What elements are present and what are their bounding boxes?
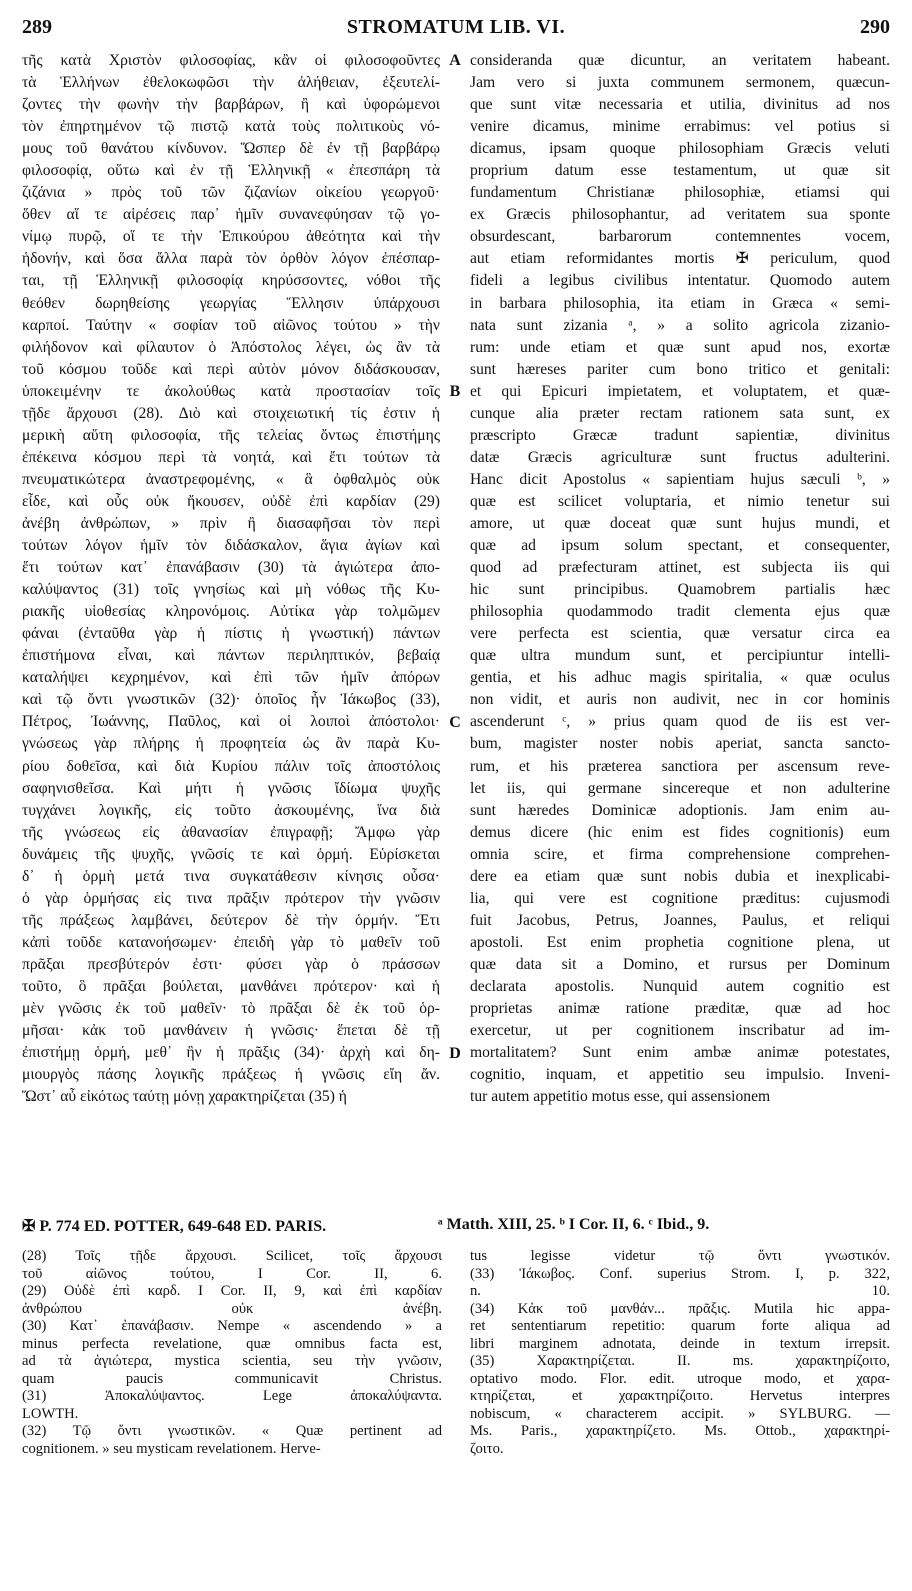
latin-text-line: quæ data sit a Domino, et rursus per Dominum [470,955,890,973]
latin-text-line: non vidit, et auris non audivit, nec in cor hominis [470,691,890,709]
greek-text-line: τοῦτο, ὃ πρᾶξαι βούλεται, μανθάνει πρότερον· καὶ ἡ [22,977,440,995]
greek-text-line: καταλήψει κεχρημένον, καὶ ἐπὶ τῶν ἡμῖν ἀπόρων [22,669,440,687]
footnote-line: tus legisse videtur τῷ ὄντι γνωστικόν. [470,1248,890,1264]
greek-text-line: τὸν ἐπηρτημένον τῷ πιστῷ κατὰ τοὺς πολιτικοὺς νό- [22,118,440,136]
greek-text-line: ὅθεν αἵ τε αἱρέσεις παρ᾽ ἡμῖν συνανεφύησαν τῷ γο- [22,206,440,224]
scripture-references: ᵃ Matth. XIII, 25. ᵇ I Cor. II, 6. ᶜ Ibid., 9. [438,1216,710,1233]
greek-text-line: τῆς κατὰ Χριστὸν φιλοσοφίας, κἂν οἱ φιλοσοφοῦντες [22,52,440,69]
greek-text-line: μῆσαι· κἀκ τοῦ μανθάνειν ἡ γνῶσις· ἕπεται δὲ τῇ [22,1022,440,1040]
footnote-line: optativo modo. Flor. edit. utroque modo, et χαρα- [470,1370,890,1387]
greek-text-line: ἀνέβη ἀνθρώπων, » πρὶν ἢ διασαφῆσαι τὸν περὶ [22,514,440,532]
latin-text-line: exercetur, ut per cognitionem inscribatur ad im- [470,1022,890,1040]
latin-text-line: mortalitatem? Sunt enim ambæ animæ potestates, [470,1044,890,1062]
greek-text-line: καλύψαντος (31) τοῖς γνησίως καὶ μὴ νόθως τῆς Κυ- [22,581,440,599]
running-header [22,16,890,40]
latin-text-line: proprietas animæ ratione præditæ, quæ ad hoc [470,1000,890,1018]
latin-text-line: obsurdescant, barbarorum contemnentes vocem, [470,228,890,246]
footnote-line: (31) Ἀποκαλύψαντος. Lege ἀποκαλύψαντα. [22,1388,442,1404]
latin-text-line: amore, ut quæ doceat quæ sunt hujus mundi, et [470,514,890,532]
greek-text-line: θεόθεν δωρηθείσης γεωργίας Ἕλλησιν ὑπάρχουσι [22,294,440,312]
latin-text-line: demus dicere (hic enim est fides cognitionis) eum [470,823,890,841]
latin-text-line: bum, magister noster nobis aperiat, sancta sancto- [470,735,890,753]
latin-text-line: cognitio, inquam, et appetitio seu impulsio. Inveni- [470,1066,890,1084]
greek-text-line: κἀπὶ τοῦδε κατανοήσωμεν· ἐπειδὴ γὰρ τὸ μαθεῖν τοῦ [22,933,440,951]
greek-text-line: τῇδε ἄρχουσι (28). Διὸ καὶ στοιχειωτική τίς ἐστιν ἡ [22,404,440,422]
edition-reference: ✠ P. 774 ED. POTTER, 649-648 ED. PARIS. [22,1218,327,1235]
greek-text-line: ται, τῇ Ἑλληνικῇ φιλοσοφίᾳ κηρύσσοντες, νόθοι τῆς [22,272,440,290]
latin-text-line: nata sunt zizania ᵃ, » a solito agricola zizanio- [470,316,890,334]
margin-letter-c: C [449,714,461,731]
latin-text-line: que sunt vitæ necessaria et utilia, divinitus ad nos [470,96,890,114]
footnote-line: κτηρίζεται, et χαρακτηρίζοιτο. Hervetus interpres [470,1388,890,1404]
greek-text-line: ζιζάνια » πρὸς τοῦ τῶν ζιζανίων οἰκείου γεωργοῦ· [22,184,440,202]
latin-text-line: apostoli. Est enim prophetia cognitione plena, ut [470,933,890,951]
latin-text-line: dere ea etiam quæ sunt nobis dubia et inexplicabi- [470,867,890,885]
latin-text-line: omnia scire, et firma comprehensione comprehen- [470,845,890,863]
greek-text-line: φιλοσοφίᾳ, οὕτω καὶ ἐν τῇ Ἑλληνικῇ « ἐπεσπάρη τὰ [22,162,440,180]
latin-text-line: philosophia quodammodo tradit clementa ejus quæ [470,603,890,621]
footnote-line: ζοιτο. [470,1440,504,1457]
greek-text-line: ὑποκειμένην τε ἀκολούθως κατὰ προστασίαν τοῖς [22,382,440,400]
latin-text-line: quæ ad ipsum solum spectant, et consequenter, [470,537,890,555]
margin-letter-d: D [449,1045,461,1062]
latin-text-line: venire dicamus, minime errabimus: vel potius si [470,118,890,136]
footnote-line: LOWTH. [22,1405,79,1422]
footnote-line: minus perfecta revelatione, quæ omnibus facta est, [22,1335,442,1352]
greek-text-line: μὲν γνῶσις ἐκ τοῦ μαθεῖν· τὸ πρᾶξαι δὲ ἐκ τοῦ ὁρ- [22,1000,440,1018]
footnote-line: nobiscum, « characterem accipit. » SYLBURG. — [470,1405,890,1422]
latin-text-line: fideli a legibus civilibus intentatur. Quomodo autem [470,272,890,290]
latin-text-line: proprium datum esse testamentum, ut quæ sit [470,162,890,180]
greek-text-line: γνώσεως γὰρ πλήρης ἡ προφητεία ὡς ἂν παρὰ Κυ- [22,735,440,753]
footnote-line: (33) Ἰάκωβος. Conf. superius Strom. I, p. 322, [470,1265,890,1282]
footnote-line: n. 10. [470,1283,890,1299]
greek-text-line: ἐπιστήμῃ ὁρμή, μεθ᾽ ἣν ἡ πρᾶξις (34)· ἀρχὴ καὶ δη- [22,1044,440,1062]
latin-text-line: datæ Græcis agriculturæ sunt fructus adulterini. [470,448,890,466]
greek-text-line: καὶ τῷ ὄντι γνωστικῶν (32)· ὁποῖος ἦν Ἰάκωβος (33), [22,691,440,709]
latin-text-line: fundamentum Christianæ philosophiæ, etiamsi qui [470,184,890,202]
greek-text-line: πνευματικώτερα ἀναστρεφομένης, « ἃ ὀφθαλμὸς οὐκ [22,470,440,488]
footnote-line: (34) Κἀκ τοῦ μανθάν... πρᾶξις. Mutila hic appa- [470,1300,890,1317]
margin-letter-b: B [449,383,461,400]
footnote-line: cognitionem. » seu mysticam revelationem. Herve- [22,1440,321,1457]
greek-text-line: φάναι (ἐνταῦθα γὰρ ἡ πίστις ἡ γνωστική) πάντων [22,625,440,643]
latin-text-line: fuit Jacobus, Petrus, Joannes, Paulus, et reliqui [470,911,890,929]
greek-text-line: πρᾶξαι πρεσβύτερόν ἐστι· φύσει γὰρ ὁ πράσσων [22,955,440,973]
latin-text-line: cunque alia præter rectam rationem sata sunt, ex [470,404,890,422]
latin-text-line: hic sunt principibus. Quamobrem partialis hæc [470,581,890,599]
greek-text-line: τοῦ κόσμου τοῦδε καὶ περὶ αὐτὸν μόνον διδάσκουσαν, [22,360,440,378]
latin-text-line: aut etiam reformidantes mortis ✠ periculum, quod [470,250,890,268]
latin-text-line: declarata apostolis. Nunquid autem cognitio est [470,977,890,995]
latin-text-column [470,50,890,1108]
latin-text-line: gentia, et his adhuc magis spiritalia, « quæ oculus [470,669,890,687]
latin-text-line: et qui Epicuri impietatem, et voluptatem, et quæ- [470,382,890,400]
footnotes-left [22,1248,442,1458]
greek-text-line: ρίου δοθεῖσα, καὶ διὰ Κυρίου πάλιν τοῖς ἀποστόλοις [22,757,440,775]
greek-text-line: μερικὴ αὕτη φιλοσοφία, τῆς τελείας ὄντως ἐπιστήμης [22,426,440,444]
greek-text-line: μιουργὸς πάσης λογικῆς πράξεως ἡ γνῶσις εἴη ἄν. [22,1066,440,1084]
footnote-line: libri marginem adnotata, deinde in textum irrepsit. [470,1335,890,1352]
footnote-line: (35) Χαρακτηρίζεται. II. ms. χαρακτηρίζοιτο, [470,1353,890,1369]
latin-text-line: ascenderunt ᶜ, » prius quam quod de iis est ver- [470,713,890,731]
greek-text-line: δυνάμεις τῆς ψυχῆς, γνῶσίς τε καὶ ὁρμή. Εὑρίσκεται [22,845,440,863]
greek-text-line: φιλήδονον καὶ φίλαυτον ὁ Ἀπόστολος λέγει, ὡς ἂν τὰ [22,338,440,356]
footnote-line: ἀνθρώπου οὐκ ἀνέβη. [22,1300,442,1317]
greek-text-line: τῆς πράξεως λαμβάνει, δεύτερον δὲ τὴν ὁρμήν. Ἔτι [22,911,440,929]
latin-text-line: præscripto Græcæ tradunt sapientiæ, divinitus [470,426,890,444]
latin-text-line: sunt hæredes Dominicæ adoptionis. Jam enim au- [470,801,890,819]
greek-text-line: νίμῳ πυρῷ, οἵ τε τὴν Ἐπικούρου ἀθεότητα καὶ τὴν [22,228,440,246]
greek-text-line: ἔτι τούτων κατ᾽ ἐπανάβασιν (30) τὰ ἁγιώτερα ἀπο- [22,559,440,577]
latin-text-line: sunt hæreses pariter cum bono tritico et genitali: [470,360,890,378]
greek-text-line: ζοντες τὴν φωνὴν τὴν βαρβάρων, ἢ καὶ ὑφορώμενοι [22,96,440,114]
greek-text-line: ριακῆς υἱοθεσίας κληρονόμοις. Αὐτίκα γὰρ τολμῶμεν [22,603,440,621]
footnote-line: ad τὰ ἁγιώτερα, mystica scientia, seu τὴν γνῶσιν, [22,1353,442,1369]
footnotes-right [470,1248,890,1458]
latin-text-line: Hanc dicit Apostolus « sapientiam hujus sæculi ᵇ, » [470,470,890,488]
greek-text-line: τυγχάνει λογικῆς, εἰς τοῦτο ἀσκουμένης, ἵνα διὰ [22,801,440,819]
latin-text-line: lia, qui vere est cognitione præditus: cujusmodi [470,889,890,907]
latin-text-line: in barbara philosophia, ita etiam in Græca « semi- [470,294,890,312]
greek-text-line: τούτων λόγον ἡμῖν τὸν διδάσκαλον, ἅγια ἁγίων καὶ [22,537,440,555]
greek-text-line: ἡδονήν, καὶ ὅσα ἄλλα παρὰ τὸν ὀρθὸν λόγον ἐπέσπαρ- [22,250,440,268]
greek-text-line: ἐπέκεινα κόσμου περὶ τὰ νοητά, καὶ ἔτι τούτων τὰ [22,448,440,466]
footnote-line: ret sententiarum repetitio: quarum forte aliqua ad [470,1318,890,1334]
latin-text-line: tur autem appetitio motus esse, qui assensionem [470,1088,771,1106]
greek-text-line: σαφηνισθεῖσα. Καὶ μήτι ἡ γνῶσις ἴδίωμα ψυχῆς [22,779,440,797]
footnote-line: (32) Τῷ ὄντι γνωστικῶν. « Quæ pertinent ad [22,1423,442,1439]
latin-text-line: rum: unde etiam et quæ sunt apud nos, exortæ [470,338,890,356]
page-number-left: 289 [22,16,52,38]
greek-text-column [22,50,440,1108]
latin-text-line: let iis, qui germane sincereque et non adulterine [470,779,890,797]
greek-text-line: ἐπιστήμονα εἶναι, καὶ πάντων περιληπτικόν, βεβαίᾳ [22,647,440,665]
footnote-line: (29) Οὐδὲ ἐπὶ καρδ. I Cor. II, 9, καὶ ἐπὶ καρδίαν [22,1283,442,1299]
greek-text-line: Πέτρος, Ἰωάννης, Παῦλος, καὶ οἱ λοιποὶ ἀπόστολοι· [22,713,440,731]
latin-text-line: Jam vero si juxta communem sermonem, quæcun- [470,74,890,92]
latin-text-line: consideranda quæ dicuntur, an veritatem habeant. [470,52,890,69]
greek-text-line: μους τοῦ θανάτου κίνδυνον. Ὥσπερ δὲ ἐν τῇ βαρβάρῳ [22,140,440,158]
footnote-line: Ms. Paris., χαρακτηρίζετο. Ms. Ottob., χαρακτηρί- [470,1423,890,1439]
latin-text-line: ex Græcis philosophantur, ad veritatem sua sponte [470,206,890,224]
latin-text-line: quæ est scilicet voluptaria, et nimio tenetur sui [470,492,890,510]
latin-text-line: vere perfecta est scientia, quæ versatur circa ea [470,625,890,643]
greek-text-line: καρποί. Ταύτην « σοφίαν τοῦ αἰῶνος τούτου » τὴν [22,316,440,334]
greek-text-line: ὁ γὰρ ὁρμήσας εἰς τινα πρᾶξιν πρότερον τὴν γνῶσιν [22,889,440,907]
latin-text-line: quæ ultra mundum sunt, et percipiuntur intelli- [470,647,890,665]
page-number-right: 290 [860,16,890,38]
latin-text-line: quod ad præfecturam attinet, est subjecta iis qui [470,559,890,577]
greek-text-line: τὰ Ἑλλήνων ἐθελοκωφῶσι τὴν ἀλήθειαν, ἐξευτελί- [22,74,440,92]
greek-text-line: εἶδε, καὶ οὖς οὐκ ἤκουσεν, οὐδὲ ἐπὶ καρδίαν (29) [22,492,440,510]
footnote-line: quam paucis communicavit Christus. [22,1370,442,1387]
latin-text-line: dicamus, ipsam quoque philosophiam Græcis veluti [470,140,890,158]
latin-text-line: rum, et his præterea sanctiora per ascensum reve- [470,757,890,775]
greek-text-line: δ᾽ ἡ ὁρμὴ μετά τινα συγκατάθεσιν κίνησις οὖσα· [22,867,440,885]
running-title: STROMATUM LIB. VI. [346,16,566,38]
footnote-line: (28) Τοῖς τῇδε ἄρχουσι. Scilicet, τοῖς ἄρχουσι [22,1248,442,1264]
margin-letter-a: A [449,52,461,69]
footnote-line: (30) Κατ᾽ ἐπανάβασιν. Nempe « ascendendo » a [22,1318,442,1334]
greek-text-line: τῆς γνώσεως εἰς ἀθανασίαν ἐπιγραφῇ; Ἄμφω γὰρ [22,823,440,841]
greek-text-line: Ὥστ᾽ αὖ εἰκότως ταύτῃ μόνῃ χαρακτηρίζεται (35) ἡ [22,1088,347,1106]
footnote-line: τοῦ αἰῶνος τούτου, I Cor. II, 6. [22,1265,442,1282]
